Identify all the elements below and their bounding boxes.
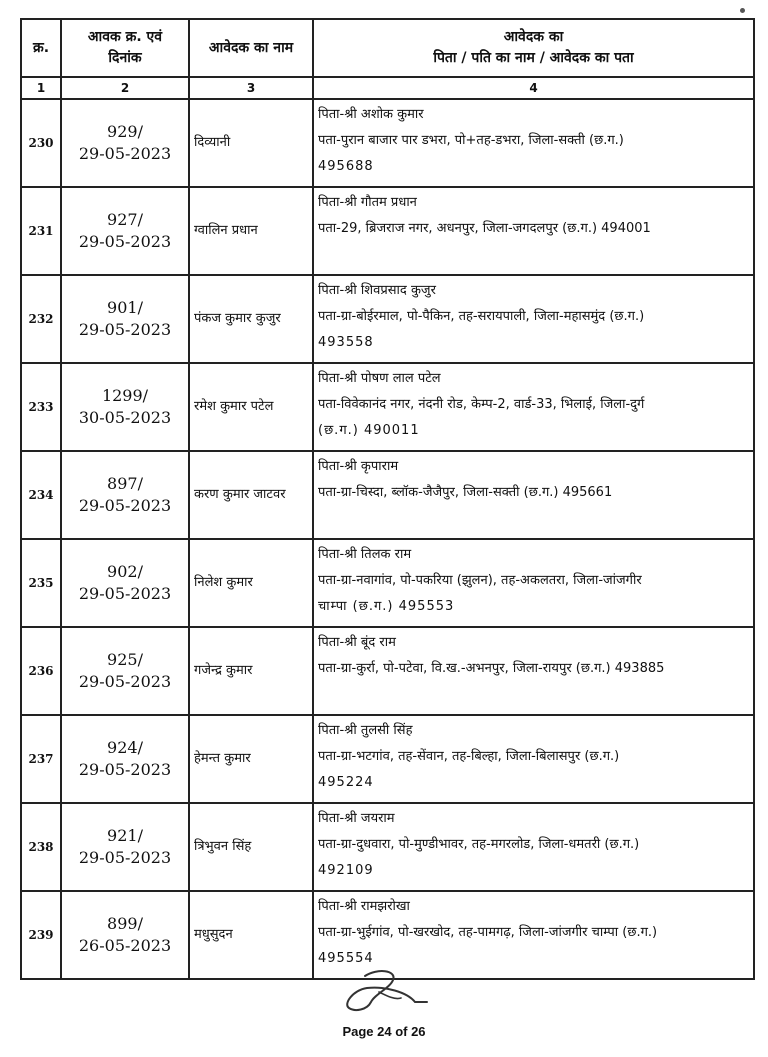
applicant-name: हेमन्त कुमार: [189, 715, 313, 803]
applicant-name: पंकज कुमार कुजुर: [189, 275, 313, 363]
address-text: पता-ग्रा-भुईगांव, पो-खरखोद, तह-पामगढ़, जिला-जांजगीर चाम्पा (छ.ग.): [318, 925, 658, 940]
father-name: पिता-श्री पोषण लाल पटेल: [318, 371, 441, 386]
serial-number: 231: [21, 187, 61, 275]
serial-number: 235: [21, 539, 61, 627]
inward-cell: [61, 187, 189, 275]
header-applicant-name: आवेदक का नाम: [189, 19, 313, 77]
header-father-line2: पिता / पति का नाम / आवेदक का पता: [433, 50, 634, 66]
father-name: पिता-श्री अशोक कुमार: [318, 107, 424, 122]
applicant-name: निलेश कुमार: [189, 539, 313, 627]
address-text: पता-ग्रा-बोईरमाल, पो-पैकिन, तह-सरायपाली, जिला-महासमुंद (छ.ग.): [318, 309, 645, 324]
register-body: [21, 99, 754, 979]
table-row: [21, 275, 754, 363]
father-name: पिता-श्री कृपाराम: [318, 459, 399, 474]
inward-date: 29-05-2023: [78, 496, 172, 515]
address-text: पता-ग्रा-दुधवारा, पो-मुण्डीभावर, तह-मगरलोड, जिला-धमतरी (छ.ग.): [318, 837, 640, 852]
applicant-name: गजेन्द्र कुमार: [189, 627, 313, 715]
inward-number: 1299/: [101, 386, 149, 405]
column-number: 4: [313, 77, 754, 99]
address-text: पता-ग्रा-भटगांव, तह-सेंवान, तह-बिल्हा, जिला-बिलासपुर (छ.ग.): [318, 749, 620, 764]
address-continuation: (छ.ग.) 490011: [318, 423, 420, 438]
header-inward: [61, 19, 189, 77]
header-inward-line1: आवक क्र. एवं: [87, 29, 163, 45]
father-name: पिता-श्री तिलक राम: [318, 547, 412, 562]
header-father-address: [313, 19, 754, 77]
father-name: पिता-श्री रामझरोखा: [318, 899, 410, 914]
inward-number: 897/: [107, 474, 143, 493]
header-serial: क्र.: [21, 19, 61, 77]
inward-number: 925/: [107, 650, 143, 669]
father-address-cell: [313, 803, 754, 891]
father-address-cell: [313, 187, 754, 275]
serial-number: 230: [21, 99, 61, 187]
father-address-cell: [313, 275, 754, 363]
address-continuation: 492109: [318, 863, 374, 878]
serial-number: 238: [21, 803, 61, 891]
inward-date: 29-05-2023: [78, 848, 172, 867]
inward-date: 26-05-2023: [78, 936, 172, 955]
inward-number: 921/: [107, 826, 143, 845]
column-number-row: [21, 77, 754, 99]
inward-date: 29-05-2023: [78, 320, 172, 339]
applicant-name: दिव्यानी: [189, 99, 313, 187]
address-text: पता-ग्रा-कुर्रा, पो-पटेवा, वि.ख.-अभनपुर, जिला-रायपुर (छ.ग.) 493885: [318, 661, 665, 676]
father-address-cell: [313, 715, 754, 803]
page-number: Page 24 of 26: [342, 1024, 426, 1039]
serial-number: 233: [21, 363, 61, 451]
inward-date: 30-05-2023: [78, 408, 172, 427]
address-continuation: 495224: [318, 775, 374, 790]
table-row: [21, 539, 754, 627]
serial-number: 236: [21, 627, 61, 715]
signature-mark: [335, 962, 445, 1022]
inward-cell: [61, 539, 189, 627]
father-address-cell: [313, 99, 754, 187]
address-continuation: 495688: [318, 159, 374, 174]
register-table: [20, 18, 755, 980]
inward-number: 924/: [107, 738, 143, 757]
father-name: पिता-श्री बूंद राम: [318, 635, 396, 650]
father-address-cell: [313, 539, 754, 627]
father-address-cell: [313, 451, 754, 539]
header-row: [21, 19, 754, 77]
table-row: [21, 99, 754, 187]
inward-cell: [61, 363, 189, 451]
father-address-cell: [313, 363, 754, 451]
inward-number: 929/: [107, 122, 143, 141]
inward-number: 901/: [107, 298, 143, 317]
address-text: पता-ग्रा-चिस्दा, ब्लॉक-जैजैपुर, जिला-सक्ती (छ.ग.) 495661: [318, 485, 613, 500]
serial-number: 234: [21, 451, 61, 539]
inward-date: 29-05-2023: [78, 144, 172, 163]
inward-cell: [61, 715, 189, 803]
inward-date: 29-05-2023: [78, 232, 172, 251]
column-number: 2: [61, 77, 189, 99]
inward-number: 902/: [107, 562, 143, 581]
inward-cell: [61, 99, 189, 187]
inward-cell: [61, 803, 189, 891]
inward-number: 927/: [107, 210, 143, 229]
serial-number: 239: [21, 891, 61, 979]
table-row: [21, 627, 754, 715]
table-row: [21, 451, 754, 539]
column-number: 1: [21, 77, 61, 99]
header-inward-line2: दिनांक: [108, 50, 142, 66]
inward-number: 899/: [107, 914, 143, 933]
father-name: पिता-श्री शिवप्रसाद कुजुर: [318, 283, 436, 298]
address-continuation: 495554: [318, 951, 374, 966]
address-continuation: 493558: [318, 335, 374, 350]
applicant-name: त्रिभुवन सिंह: [189, 803, 313, 891]
serial-number: 232: [21, 275, 61, 363]
header-father-line1: आवेदक का: [503, 29, 564, 45]
address-text: पता-विवेकानंद नगर, नंदनी रोड, केम्प-2, वार्ड-33, भिलाई, जिला-दुर्ग: [318, 397, 645, 412]
inward-date: 29-05-2023: [78, 760, 172, 779]
address-text: पता-29, ब्रिजराज नगर, अधनपुर, जिला-जगदलपुर (छ.ग.) 494001: [318, 221, 651, 236]
father-name: पिता-श्री जयराम: [318, 811, 395, 826]
address-text: पता-ग्रा-नवागांव, पो-पकरिया (झुलन), तह-अकलतरा, जिला-जांजगीर: [318, 573, 642, 588]
father-address-cell: [313, 627, 754, 715]
table-row: [21, 187, 754, 275]
table-row: [21, 715, 754, 803]
inward-cell: [61, 627, 189, 715]
father-name: पिता-श्री तुलसी सिंह: [318, 723, 413, 738]
scan-speck: [740, 8, 745, 13]
serial-number: 237: [21, 715, 61, 803]
applicant-name: ग्वालिन प्रधान: [189, 187, 313, 275]
inward-cell: [61, 891, 189, 979]
father-name: पिता-श्री गौतम प्रधान: [318, 195, 417, 210]
inward-date: 29-05-2023: [78, 672, 172, 691]
applicant-name: करण कुमार जाटवर: [189, 451, 313, 539]
table-row: [21, 803, 754, 891]
applicant-name: मधुसुदन: [189, 891, 313, 979]
inward-cell: [61, 451, 189, 539]
applicant-name: रमेश कुमार पटेल: [189, 363, 313, 451]
address-continuation: चाम्पा (छ.ग.) 495553: [318, 599, 455, 614]
address-text: पता-पुरान बाजार पार डभरा, पो+तह-डभरा, जिला-सक्ती (छ.ग.): [318, 133, 624, 148]
inward-date: 29-05-2023: [78, 584, 172, 603]
table-row: [21, 363, 754, 451]
column-number: 3: [189, 77, 313, 99]
inward-cell: [61, 275, 189, 363]
